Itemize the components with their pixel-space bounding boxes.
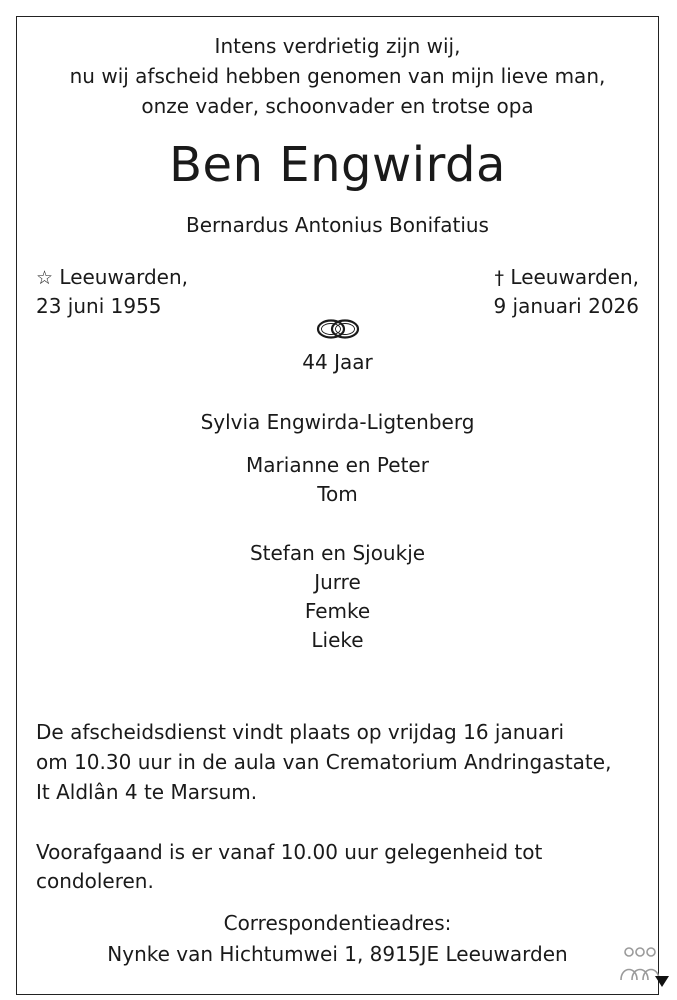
service-line-1: De afscheidsdienst vindt plaats op vrijdag 16 januari <box>36 720 565 744</box>
intro-line-2: nu wij afscheid hebben genomen van mijn lieve man, <box>69 64 606 88</box>
deceased-full-name: Bernardus Antonius Bonifatius <box>186 213 489 237</box>
service-line-2: om 10.30 uur in de aula van Crematorium Andringastate, <box>36 750 612 774</box>
correspondence-label: Correspondentieadres: <box>223 911 452 935</box>
death-date: 9 januari 2026 <box>493 294 639 318</box>
spouse-name: Sylvia Engwirda-Ligtenberg <box>200 410 475 434</box>
family2-line-1: Stefan en Sjoukje <box>249 541 426 565</box>
birth-place: Leeuwarden, <box>59 265 188 289</box>
arrow-down-icon[interactable] <box>655 976 669 987</box>
birth-date: 23 juni 1955 <box>36 294 162 318</box>
intro-line-1: Intens verdrietig zijn wij, <box>214 34 461 58</box>
family1-line-2: Tom <box>317 482 358 506</box>
condolence-line-1: Voorafgaand is er vanaf 10.00 uur gelegenheid tot <box>36 840 543 864</box>
family2-line-3: Femke <box>304 599 371 623</box>
birth-place-line <box>36 262 188 293</box>
condolence-line-2: condoleren. <box>36 869 154 893</box>
family2-line-2: Jurre <box>314 570 361 594</box>
family2-line-4: Lieke <box>311 628 364 652</box>
wedding-rings-icon <box>315 317 361 341</box>
cross-icon: † <box>494 267 505 289</box>
death-place: Leeuwarden, <box>510 265 639 289</box>
family1-line-1: Marianne en Peter <box>246 453 429 477</box>
correspondence-address: Nynke van Hichtumwei 1, 8915JE Leeuwarden <box>107 942 568 966</box>
marriage-years: 44 Jaar <box>302 350 373 374</box>
deceased-name: Ben Engwirda <box>169 137 506 193</box>
service-line-3: It Aldlân 4 te Marsum. <box>36 780 258 804</box>
intro-line-3: onze vader, schoonvader en trotse opa <box>141 94 534 118</box>
death-place-line <box>495 262 639 293</box>
star-icon: ☆ <box>36 267 54 289</box>
